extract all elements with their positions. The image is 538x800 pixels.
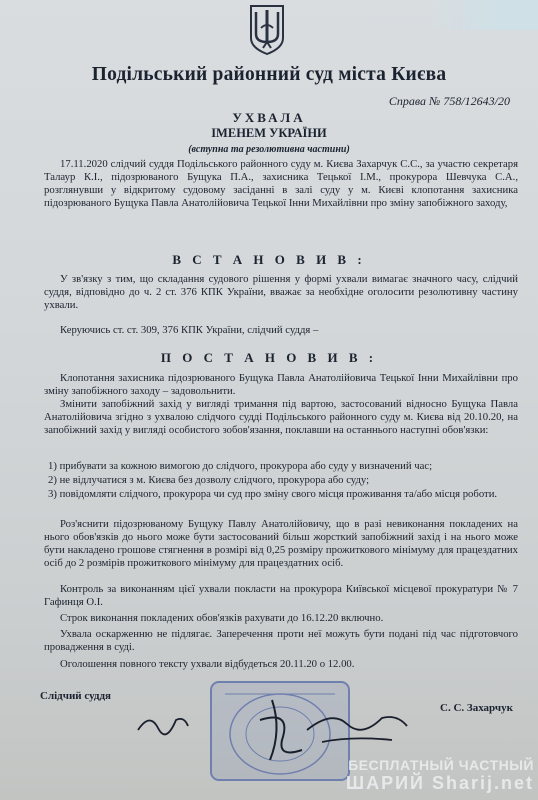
postanovyv-paragraph-7: Оголошення повного тексту ухвали відбудеться 20.11.20 о 12.00. — [60, 658, 355, 670]
doc-title: УХВАЛА — [232, 110, 306, 125]
postanovyv-paragraph-4: Контроль за виконанням цієї ухвали покласти на прокурора Київської місцевої прокуратури № 7 Гафинця О.І. — [44, 583, 518, 608]
duty-item: 2) не відлучатися з м. Києва без дозволу слідчого, прокурора або суду; — [48, 474, 370, 486]
watermark — [304, 757, 534, 794]
case-label: Справа — [388, 94, 427, 108]
case-number — [389, 94, 510, 109]
doc-parts-note: (вступна та резолютивна частини) — [188, 144, 350, 155]
postanovyv-paragraph-1: Клопотання захисника підозрюваного Бущука Павла Анатолійовича Тецької Інни Михайлівни про зміну запобіжного заходу – задовольнити. — [44, 372, 518, 397]
duty-item: 1) прибувати за кожною вимогою до слідчого, прокурора або суду у визначений час; — [48, 460, 433, 472]
trident-emblem-icon — [247, 2, 287, 56]
photo-glare — [428, 0, 538, 30]
section-postanovyv: П О С Т А Н О В И В : — [160, 350, 378, 365]
court-name: Подільський районний суд міста Києва — [91, 64, 447, 85]
duty-item: 3) повідомляти слідчого, прокурора чи суд про зміну свого місця проживання та/або місця роботи. — [48, 488, 498, 500]
postanovyv-paragraph-6: Ухвала оскарженню не підлягає. Заперечення проти неї можуть бути подані під час підготовчого провадження в суді. — [44, 628, 518, 653]
postanovyv-paragraph-2: Змінити запобіжний захід у вигляді тримання під вартою, застосований відносно Бущука Павла Анатолійовича згідно з ухвалою слідчого судді Подільського районного суду м. Києва від 20.10.20, на запобіжний захід у вигляді особистого зобов'язання, поклавши на останнього наступні обов'язки: — [44, 398, 518, 436]
watermark-line-2: ШАРИЙ Sharij.net — [346, 773, 534, 793]
doc-title-sub: ІМЕНЕМ УКРАЇНИ — [211, 126, 327, 140]
intro-paragraph: 17.11.2020 слідчий суддя Подільського районного суду м. Києва Захарчук С.С., за участю секретаря Талаур К.І., підозрюваного Бущука П.А., захисника Тецької І.М., прокурора Шевчука С.А., розглянувши у відкритому судовому засіданні в залі суду у м. Києві клопотання захисника підозрюваного Бущука Павла Анатолійовича Тецької Інни Михайлівни про зміну запобіжного заходу, — [44, 158, 518, 209]
watermark-line-1: БЕСПЛАТНЫЙ ЧАСТНЫЙ — [348, 757, 534, 773]
section-ustanovyv: В С Т А Н О В И В : — [172, 252, 366, 267]
postanovyv-paragraph-3: Роз'яснити підозрюваному Бущуку Павлу Анатолійовичу, що в разі невиконання покладених на нього обов'язків до нього може бути застосований більш жорсткий запобіжний захід і на нього може бути накладено грошове стягнення в розмірі від 0,25 розміру прожиткового мінімуму для працездатних осіб до 2 розмірів прожиткового мінімуму для працездатних осіб. — [44, 518, 518, 569]
signer-role: Слідчий суддя — [40, 690, 111, 702]
ustanovyv-paragraph-2: Керуючись ст. ст. 309, 376 КПК України, слідчий суддя – — [60, 324, 319, 336]
postanovyv-paragraph-5: Строк виконання покладених обов'язків рахувати до 16.12.20 включно. — [60, 612, 384, 624]
case-value: № 758/12643/20 — [429, 94, 510, 108]
ustanovyv-paragraph-1: У зв'язку з тим, що складання судового рішення у формі ухвали вимагає значного часу, слідчий суддя, відповідно до ч. 2 ст. 376 КПК України, вважає за необхідне оголосити резолютивну частину ухвали. — [44, 273, 518, 311]
signer-name: С. С. Захарчук — [440, 702, 513, 714]
